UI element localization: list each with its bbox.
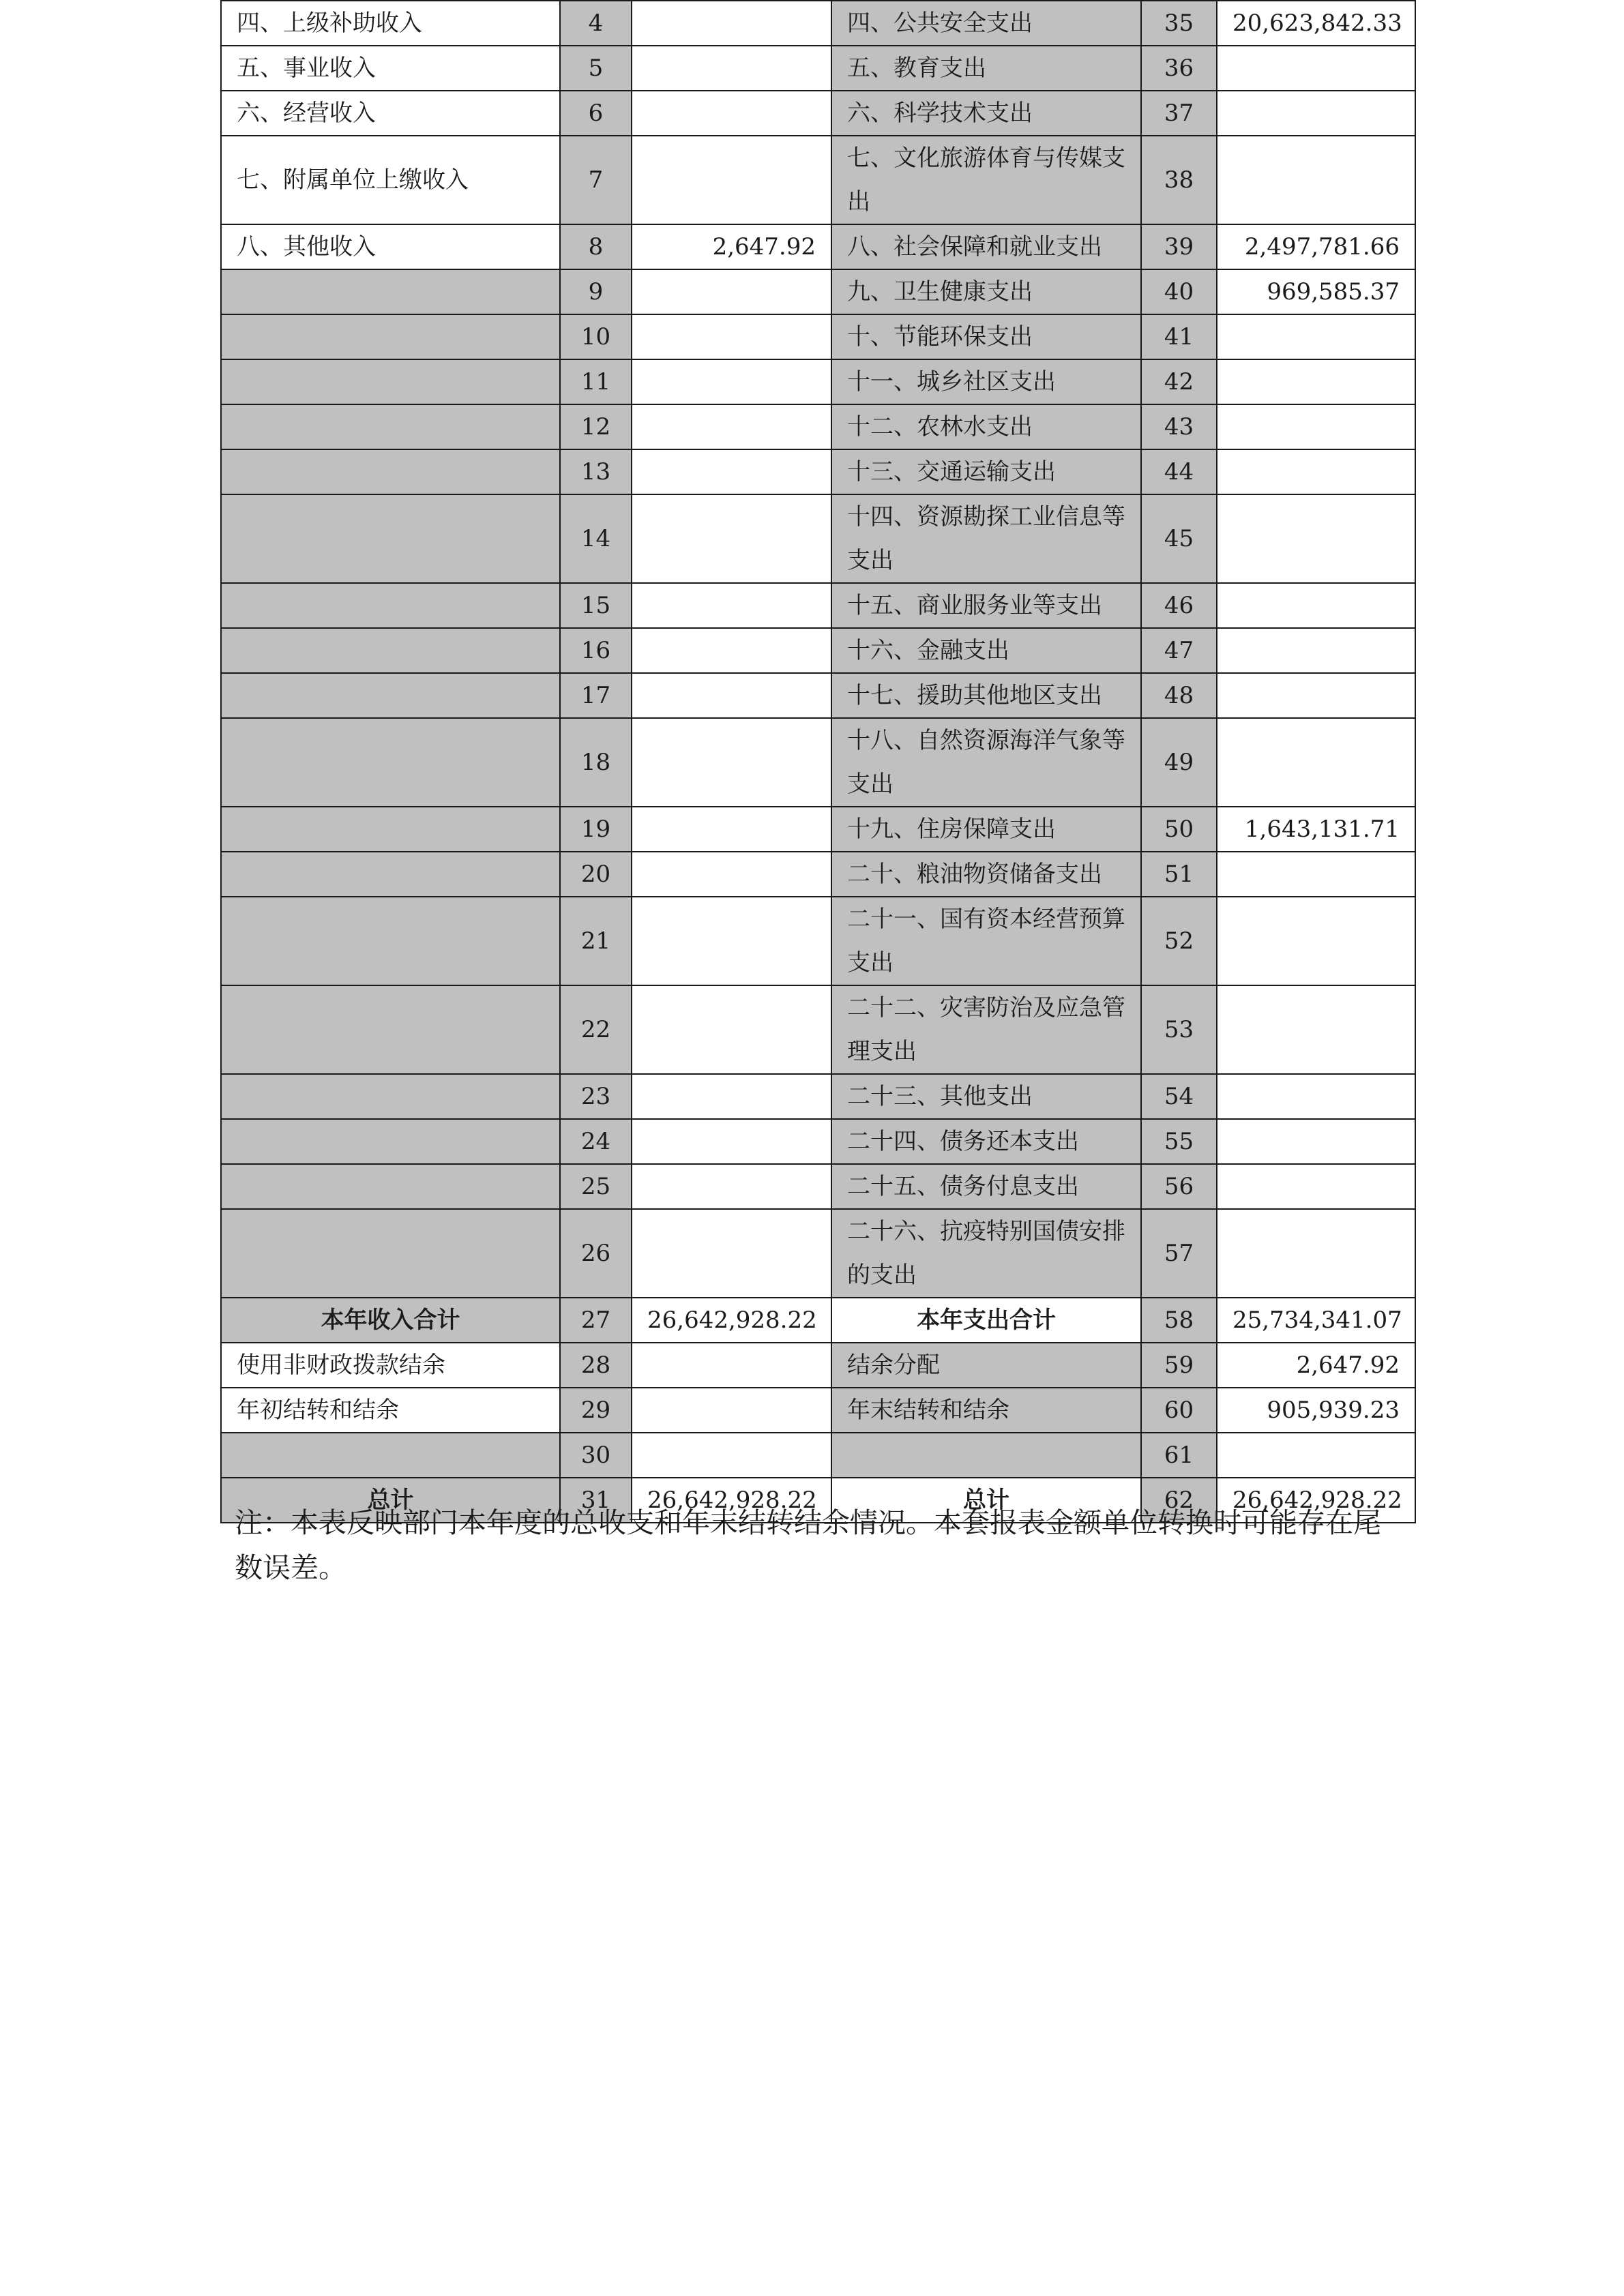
expense-line-number: 39 [1141,224,1217,269]
expense-amount [1217,449,1415,494]
expense-category: 五、教育支出 [831,46,1141,91]
expense-category: 十三、交通运输支出 [831,449,1141,494]
expense-category: 二十二、灾害防治及应急管理支出 [831,985,1141,1074]
expense-line-number: 51 [1141,852,1217,897]
expense-amount [1217,91,1415,136]
income-amount [632,359,831,404]
income-line-number: 17 [560,673,632,718]
income-line-number: 5 [560,46,632,91]
expense-category: 十九、住房保障支出 [831,807,1141,852]
income-line-number: 21 [560,897,632,985]
expense-category [831,1433,1141,1478]
income-amount [632,1433,831,1478]
expense-category: 二十五、债务付息支出 [831,1164,1141,1209]
expense-line-number: 42 [1141,359,1217,404]
income-category [221,404,560,449]
expense-amount: 25,734,341.07 [1217,1298,1415,1343]
expense-amount [1217,136,1415,224]
expense-category: 二十六、抗疫特别国债安排的支出 [831,1209,1141,1298]
income-amount [632,1388,831,1433]
table-row [221,897,1415,985]
expense-line-number: 37 [1141,91,1217,136]
income-amount [632,985,831,1074]
expense-amount [1217,404,1415,449]
income-line-number: 23 [560,1074,632,1119]
expense-amount [1217,1433,1415,1478]
expense-line-number: 47 [1141,628,1217,673]
expense-line-number: 48 [1141,673,1217,718]
table-row [221,1074,1415,1119]
expense-amount: 905,939.23 [1217,1388,1415,1433]
table-row [221,673,1415,718]
expense-line-number: 44 [1141,449,1217,494]
table-row [221,1209,1415,1298]
expense-category: 二十、粮油物资储备支出 [831,852,1141,897]
expense-amount [1217,46,1415,91]
expense-line-number: 41 [1141,314,1217,359]
income-amount [632,449,831,494]
footnote: 注：本表反映部门本年度的总收支和年末结转结余情况。本套报表金额单位转换时可能存在尾数误差。 [235,1506,1381,1584]
expense-amount [1217,359,1415,404]
table-row [221,224,1415,269]
income-line-number: 18 [560,718,632,807]
income-amount [632,628,831,673]
income-category: 四、上级补助收入 [221,1,560,46]
income-category: 五、事业收入 [221,46,560,91]
expense-category: 二十一、国有资本经营预算支出 [831,897,1141,985]
income-category: 七、附属单位上缴收入 [221,136,560,224]
expense-amount [1217,1119,1415,1164]
expense-line-number: 46 [1141,583,1217,628]
expense-category: 本年支出合计 [831,1298,1141,1343]
income-amount [632,1119,831,1164]
table-row [221,852,1415,897]
expense-amount [1217,1209,1415,1298]
expense-amount [1217,314,1415,359]
income-line-number: 13 [560,449,632,494]
expense-category: 十一、城乡社区支出 [831,359,1141,404]
income-amount: 26,642,928.22 [632,1298,831,1343]
table-row [221,1119,1415,1164]
expense-amount [1217,1164,1415,1209]
expense-amount [1217,628,1415,673]
income-amount [632,718,831,807]
income-category [221,807,560,852]
income-category: 六、经营收入 [221,91,560,136]
income-category [221,449,560,494]
income-category: 八、其他收入 [221,224,560,269]
expense-category: 十、节能环保支出 [831,314,1141,359]
expense-line-number: 49 [1141,718,1217,807]
income-category [221,269,560,314]
income-amount [632,1,831,46]
table-row [221,985,1415,1074]
income-amount [632,807,831,852]
income-amount [632,1209,831,1298]
income-line-number: 19 [560,807,632,852]
expense-amount: 26,642,928.22 [1217,1478,1415,1523]
table-row [221,628,1415,673]
income-line-number: 15 [560,583,632,628]
table-row [221,449,1415,494]
expense-amount: 1,643,131.71 [1217,807,1415,852]
table-row [221,359,1415,404]
income-amount [632,852,831,897]
expense-line-number: 38 [1141,136,1217,224]
expense-category: 十八、自然资源海洋气象等支出 [831,718,1141,807]
table-row [221,1388,1415,1433]
table-row [221,1,1415,46]
expense-category: 十六、金融支出 [831,628,1141,673]
income-line-number: 22 [560,985,632,1074]
expense-amount [1217,1074,1415,1119]
expense-line-number: 58 [1141,1298,1217,1343]
expense-line-number: 52 [1141,897,1217,985]
expense-line-number: 43 [1141,404,1217,449]
expense-line-number: 36 [1141,46,1217,91]
expense-amount: 2,497,781.66 [1217,224,1415,269]
income-amount: 2,647.92 [632,224,831,269]
income-line-number: 11 [560,359,632,404]
income-line-number: 16 [560,628,632,673]
income-category [221,897,560,985]
income-line-number: 30 [560,1433,632,1478]
income-amount [632,897,831,985]
income-line-number: 25 [560,1164,632,1209]
table-row [221,269,1415,314]
expense-category: 二十四、债务还本支出 [831,1119,1141,1164]
income-category: 总计 [221,1478,560,1523]
expense-line-number: 55 [1141,1119,1217,1164]
expense-line-number: 57 [1141,1209,1217,1298]
income-line-number: 28 [560,1343,632,1388]
expense-category: 年末结转和结余 [831,1388,1141,1433]
income-amount [632,673,831,718]
expense-amount [1217,852,1415,897]
expense-category: 十二、农林水支出 [831,404,1141,449]
expense-category: 九、卫生健康支出 [831,269,1141,314]
table-body [221,1,1415,1523]
table-row [221,718,1415,807]
expense-amount [1217,583,1415,628]
income-category [221,1433,560,1478]
table-row [221,494,1415,583]
expense-line-number: 53 [1141,985,1217,1074]
income-line-number: 14 [560,494,632,583]
income-category [221,359,560,404]
expense-category: 六、科学技术支出 [831,91,1141,136]
income-line-number: 20 [560,852,632,897]
income-amount [632,583,831,628]
expense-amount [1217,718,1415,807]
income-expenditure-table [220,0,1416,1523]
income-amount [632,46,831,91]
income-line-number: 24 [560,1119,632,1164]
income-line-number: 10 [560,314,632,359]
expense-amount [1217,673,1415,718]
income-category [221,718,560,807]
expense-line-number: 54 [1141,1074,1217,1119]
table-row [221,1298,1415,1343]
expense-category: 总计 [831,1478,1141,1523]
budget-table-container [220,0,1415,1523]
income-line-number: 27 [560,1298,632,1343]
table-row [221,314,1415,359]
income-category [221,628,560,673]
expense-amount: 969,585.37 [1217,269,1415,314]
table-row [221,1433,1415,1478]
income-category [221,985,560,1074]
table-row [221,807,1415,852]
expense-category: 十四、资源勘探工业信息等支出 [831,494,1141,583]
income-category [221,583,560,628]
income-category [221,1119,560,1164]
expense-line-number: 61 [1141,1433,1217,1478]
expense-amount [1217,494,1415,583]
income-line-number: 9 [560,269,632,314]
expense-amount: 2,647.92 [1217,1343,1415,1388]
income-amount [632,91,831,136]
income-amount [632,1074,831,1119]
income-category: 年初结转和结余 [221,1388,560,1433]
expense-category: 结余分配 [831,1343,1141,1388]
income-category [221,673,560,718]
expense-line-number: 40 [1141,269,1217,314]
income-category [221,1209,560,1298]
income-line-number: 31 [560,1478,632,1523]
income-line-number: 6 [560,91,632,136]
income-amount [632,1343,831,1388]
income-line-number: 26 [560,1209,632,1298]
expense-line-number: 60 [1141,1388,1217,1433]
income-amount: 26,642,928.22 [632,1478,831,1523]
income-line-number: 8 [560,224,632,269]
table-row [221,136,1415,224]
expense-amount [1217,985,1415,1074]
income-category [221,494,560,583]
expense-category: 十五、商业服务业等支出 [831,583,1141,628]
expense-amount: 20,623,842.33 [1217,1,1415,46]
table-row [221,1164,1415,1209]
income-line-number: 12 [560,404,632,449]
income-category [221,852,560,897]
income-category: 本年收入合计 [221,1298,560,1343]
income-amount [632,404,831,449]
income-category [221,314,560,359]
income-category [221,1164,560,1209]
expense-category: 七、文化旅游体育与传媒支出 [831,136,1141,224]
expense-category: 四、公共安全支出 [831,1,1141,46]
table-row [221,46,1415,91]
income-line-number: 7 [560,136,632,224]
table-row [221,1343,1415,1388]
income-category [221,1074,560,1119]
expense-line-number: 62 [1141,1478,1217,1523]
expense-line-number: 50 [1141,807,1217,852]
table-row [221,91,1415,136]
income-line-number: 4 [560,1,632,46]
table-row [221,404,1415,449]
table-row [221,583,1415,628]
income-amount [632,314,831,359]
income-amount [632,1164,831,1209]
income-amount [632,494,831,583]
expense-line-number: 35 [1141,1,1217,46]
income-line-number: 29 [560,1388,632,1433]
income-amount [632,136,831,224]
expense-line-number: 45 [1141,494,1217,583]
expense-category: 八、社会保障和就业支出 [831,224,1141,269]
expense-category: 二十三、其他支出 [831,1074,1141,1119]
expense-amount [1217,897,1415,985]
expense-category: 十七、援助其他地区支出 [831,673,1141,718]
income-category: 使用非财政拨款结余 [221,1343,560,1388]
expense-line-number: 56 [1141,1164,1217,1209]
income-amount [632,269,831,314]
expense-line-number: 59 [1141,1343,1217,1388]
